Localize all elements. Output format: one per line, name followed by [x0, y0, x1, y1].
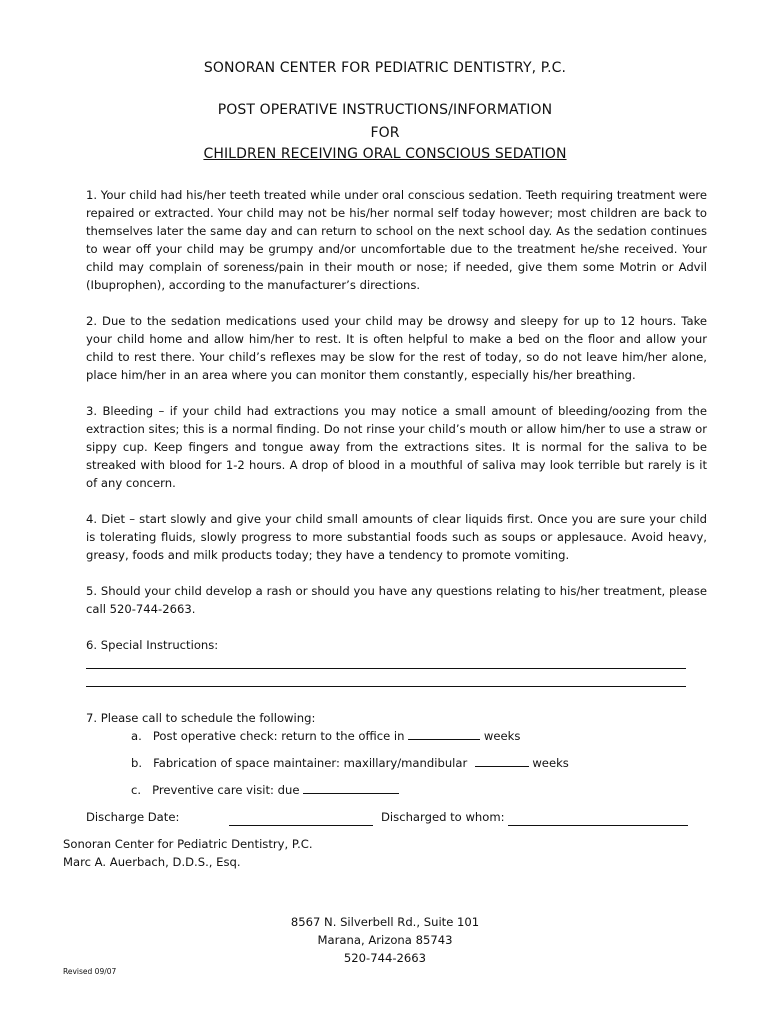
discharged-to-whom-field[interactable] — [508, 810, 688, 826]
schedule-item-c-text: Preventive care visit: due — [152, 783, 300, 797]
schedule-item-b — [131, 754, 569, 772]
post-op-weeks-field[interactable] — [408, 727, 480, 740]
schedule-item-b-unit: weeks — [532, 756, 569, 770]
signature-doctor: Marc A. Auerbach, D.D.S., Esq. — [63, 855, 241, 869]
doc-subtitle: CHILDREN RECEIVING ORAL CONSCIOUS SEDATION — [203, 146, 567, 162]
revision-note: Revised 09/07 — [63, 967, 117, 976]
address-street: 8567 N. Silverbell Rd., Suite 101 — [290, 915, 480, 929]
doc-title: POST OPERATIVE INSTRUCTIONS/INFORMATION — [217, 102, 553, 118]
instruction-3: 3. Bleeding – if your child had extractions you may notice a small amount of bleeding/oozing from the extraction sites; this is a normal finding. Do not rinse your child’s mouth or allow him/her to use a straw or sippy cup. Keep fingers and tongue away from the extractions sites. It is normal for the saliva to be streaked with blood for 1-2 hours. A drop of blood in a mouthful of saliva may look terrible but rarely is it of any concern. — [86, 404, 707, 490]
preventive-due-field[interactable] — [303, 781, 399, 794]
schedule-item-c — [131, 781, 399, 799]
space-maintainer-weeks-field[interactable] — [475, 754, 529, 767]
schedule-item-a-label: a. — [131, 729, 142, 743]
schedule-item-a-text: Post operative check: return to the office in — [152, 729, 405, 743]
schedule-item-b-text: Fabrication of space maintainer: maxillary/mandibular — [153, 756, 468, 770]
discharge-date-label: Discharge Date: — [86, 810, 180, 824]
signature-practice: Sonoran Center for Pediatric Dentistry, P.C. — [63, 837, 313, 851]
special-instructions-line-1[interactable] — [86, 668, 686, 669]
discharge-date-field[interactable] — [229, 810, 373, 826]
instruction-2: 2. Due to the sedation medications used your child may be drowsy and sleepy for up to 12 hours. Take your child home and allow him/her to rest. It is often helpful to make a bed on the floor and allow your child to rest there. Your child’s reflexes may be slow for the rest of today, so do not leave him/her alone, place him/her in an area where you can monitor them constantly, especially his/her breathing. — [86, 314, 707, 382]
instruction-4: 4. Diet – start slowly and give your child small amounts of clear liquids first. Once you are sure your child is tolerating fluids, slowly progress to more substantial foods such as soups or applesauce. Avoid heavy, greasy, foods and milk products today; they have a tendency to promote vomiting. — [86, 512, 707, 562]
schedule-item-a — [131, 727, 520, 745]
doc-title-for: FOR — [370, 125, 400, 141]
special-instructions-label: 6. Special Instructions: — [86, 638, 219, 652]
org-name: SONORAN CENTER FOR PEDIATRIC DENTISTRY, P.C. — [203, 60, 567, 76]
address-city: Marana, Arizona 85743 — [317, 933, 453, 947]
discharged-to-whom-label: Discharged to whom: — [381, 810, 505, 824]
address-phone: 520-744-2663 — [343, 951, 427, 965]
schedule-intro: 7. Please call to schedule the following: — [86, 711, 316, 725]
instruction-1: 1. Your child had his/her teeth treated while under oral conscious sedation. Teeth requiring treatment were repaired or extracted. Your child may not be his/her normal self today however; most children are back to themselves later the same day and can return to school on the next school day. As the sedation continues to wear off your child may be grumpy and/or uncomfortable due to the treatment he/she received. Your child may complain of soreness/pain in their mouth or nose; if needed, give them some Motrin or Advil (Ibuprophen), according to the manufacturer’s directions. — [86, 188, 707, 292]
schedule-item-c-label: c. — [131, 783, 142, 797]
schedule-item-b-label: b. — [131, 756, 143, 770]
special-instructions-line-2[interactable] — [86, 686, 686, 687]
instruction-5: 5. Should your child develop a rash or should you have any questions relating to his/her treatment, please call 520-744-2663. — [86, 584, 707, 616]
schedule-item-a-unit: weeks — [483, 729, 521, 743]
